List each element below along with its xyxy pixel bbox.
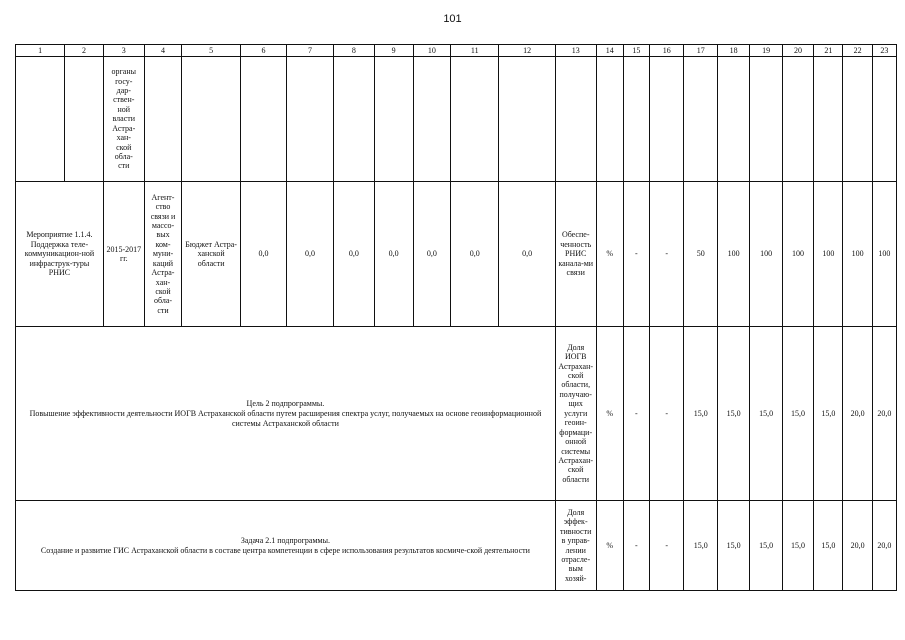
col-num: 6 [240, 45, 286, 57]
finance-value: 0,0 [451, 182, 499, 327]
indicator-value: 15,0 [750, 501, 782, 591]
table-cell [596, 57, 623, 182]
table-cell [65, 57, 104, 182]
task-2-1-text: Создание и развитие ГИС Астраханской области в составе центра компетенции в сфере использования результатов космиче-ской деятельности [40, 545, 530, 555]
col-num: 20 [782, 45, 813, 57]
table-cell [144, 57, 182, 182]
unit: % [596, 501, 623, 591]
table-cell [555, 57, 596, 182]
table-cell [499, 57, 556, 182]
indicator-value: - [649, 327, 684, 501]
finance-value: 0,0 [240, 182, 286, 327]
indicator-value: 20,0 [872, 501, 896, 591]
col-num: 1 [16, 45, 65, 57]
indicator-value: 100 [750, 182, 782, 327]
finance-value: 0,0 [374, 182, 413, 327]
indicator-value: 15,0 [750, 327, 782, 501]
table-cell [649, 57, 684, 182]
table-cell [750, 57, 782, 182]
table-cell [872, 57, 896, 182]
indicator-value: 15,0 [782, 327, 813, 501]
indicator-value: 15,0 [717, 501, 749, 591]
table-cell [16, 57, 65, 182]
indicator-value: 15,0 [684, 327, 717, 501]
table-cell [334, 57, 375, 182]
indicator-value: 100 [717, 182, 749, 327]
indicator-value: 100 [782, 182, 813, 327]
unit: % [596, 327, 623, 501]
table-cell [240, 57, 286, 182]
table-cell [843, 57, 872, 182]
table-cell [782, 57, 813, 182]
col-num: 4 [144, 45, 182, 57]
executor-cell: органы госу- дар- ствен- ной власти Астра- хан- ской обла- сти [103, 57, 144, 182]
table-cell [623, 57, 649, 182]
indicator-value: - [623, 182, 649, 327]
col-num: 22 [843, 45, 872, 57]
unit: % [596, 182, 623, 327]
col-num: 7 [286, 45, 333, 57]
col-num: 8 [334, 45, 375, 57]
indicator-value: 15,0 [814, 501, 843, 591]
task-2-1-title: Задача 2.1 подпрограммы. [240, 535, 330, 545]
goal-2-title: Цель 2 подпрограммы. [246, 398, 325, 408]
page-number: 101 [443, 13, 462, 25]
indicator-value: - [623, 327, 649, 501]
indicator-value: 100 [814, 182, 843, 327]
table-row-task-2-1 [16, 501, 897, 591]
col-num: 3 [103, 45, 144, 57]
indicator-value: 15,0 [782, 501, 813, 591]
table-cell [182, 57, 241, 182]
finance-value: 0,0 [334, 182, 375, 327]
column-number-row [16, 45, 897, 57]
table-cell [814, 57, 843, 182]
col-num: 5 [182, 45, 241, 57]
finance-source: Бюджет Астра-ханской области [182, 182, 241, 327]
indicator-value: 100 [843, 182, 872, 327]
table-cell [684, 57, 717, 182]
table-row-goal-2 [16, 327, 897, 501]
col-num: 12 [499, 45, 556, 57]
table-cell [451, 57, 499, 182]
goal-2-cell [16, 327, 556, 501]
indicator-value: 50 [684, 182, 717, 327]
col-num: 18 [717, 45, 749, 57]
program-table [15, 44, 897, 591]
indicator-value: 100 [872, 182, 896, 327]
col-num: 23 [872, 45, 896, 57]
col-num: 2 [65, 45, 104, 57]
col-num: 21 [814, 45, 843, 57]
col-num: 19 [750, 45, 782, 57]
indicator-value: - [649, 501, 684, 591]
col-num: 11 [451, 45, 499, 57]
indicator-value: - [623, 501, 649, 591]
table-row-measure-1-1-4 [16, 182, 897, 327]
indicator-value: 15,0 [717, 327, 749, 501]
col-num: 16 [649, 45, 684, 57]
executor: Агент- ство связи и массо- вых ком- муни- каций Астра- хан- ской обла- сти [144, 182, 182, 327]
indicator-value: - [649, 182, 684, 327]
finance-value: 0,0 [286, 182, 333, 327]
task-2-1-cell [16, 501, 556, 591]
indicator-value: 15,0 [814, 327, 843, 501]
table-cell [413, 57, 451, 182]
table-cell [286, 57, 333, 182]
table-cell [717, 57, 749, 182]
indicator-value: 20,0 [872, 327, 896, 501]
indicator-value: 20,0 [843, 501, 872, 591]
indicator-value: 20,0 [843, 327, 872, 501]
table-row-continuation [16, 57, 897, 182]
col-num: 15 [623, 45, 649, 57]
indicator: Доля эффек- тивности в управ- лении отрасле- вым хозяй- [555, 501, 596, 591]
measure-name: Мероприятие 1.1.4. Поддержка теле-коммуникацион-ной инфраструк-туры РНИС [16, 182, 104, 327]
finance-value: 0,0 [413, 182, 451, 327]
col-num: 17 [684, 45, 717, 57]
indicator: Обеспе-ченность РНИС канала-ми связи [555, 182, 596, 327]
table-cell [374, 57, 413, 182]
indicator-value: 15,0 [684, 501, 717, 591]
col-num: 14 [596, 45, 623, 57]
finance-value: 0,0 [499, 182, 556, 327]
col-num: 9 [374, 45, 413, 57]
col-num: 13 [555, 45, 596, 57]
goal-2-text: Повышение эффективности деятельности ИОГВ Астраханской области путем расширения спектра услуг, получаемых на основе геоинформационной системы Астраханской области [29, 408, 542, 428]
period: 2015-2017 гг. [103, 182, 144, 327]
col-num: 10 [413, 45, 451, 57]
indicator: Доля ИОГВ Астрахан- ской области, получаю- щих услуги геоин- формаци- онной системы Астрахан- ской области [555, 327, 596, 501]
